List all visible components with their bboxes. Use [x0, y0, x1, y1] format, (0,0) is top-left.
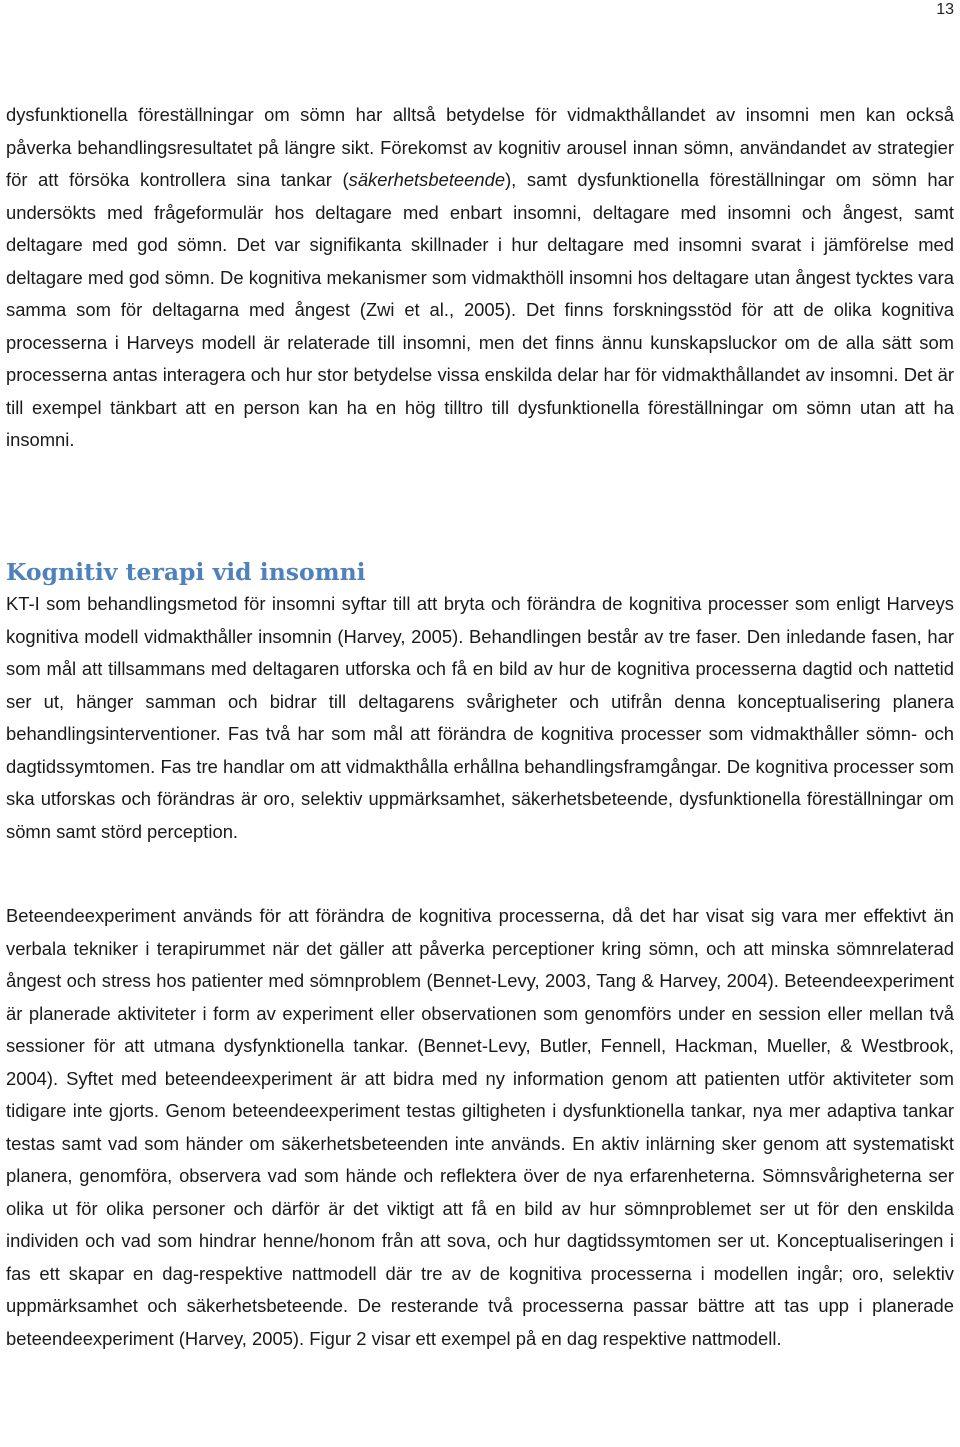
paragraph-intro-part1: dysfunktionella föreställningar om sömn har alltså betydelse för vidmakthållandet av insomni men kan också påverka behandlingsresultatet på längre sikt. Förekomst av kognitiv arousel innan sömn, användandet av strategier för att försöka kontrollera sina tankar ( — [6, 104, 954, 190]
paragraph-intro-emphasis: säkerhetsbeteende — [348, 169, 506, 190]
paragraph-experiments: Beteendeexperiment används för att förändra de kognitiva processerna, då det har visat sig vara mer effektivt än verbala tekniker i terapirummet när det gäller att påverka perceptioner kring sömn, och att minska sömnrelaterad ångest och stress hos patienter med sömnproblem (Bennet-Levy, 2003, Tang & Harvey, 2004). Beteendeexperiment är planerade aktiviteter i form av experiment eller observationen som genomförs under en session eller mellan två sessioner för att utmana dysfynktionella tankar. (Bennet-Levy, Butler, Fennell, Hackman, Mueller, & Westbrook, 2004). Syftet med beteendeexperiment är att bidra med ny information genom att patienten utför aktiviteter som tidigare inte gjorts. Genom beteendeexperiment testas giltigheten i dysfunktionella tankar, nya mer adaptiva tankar testas samt vad som händer om säkerhetsbeteenden inte används. En aktiv inlärning sker genom att systematiskt planera, genomföra, observera vad som hände och reflektera över de nya erfarenheterna. Sömnsvårigheterna ser olika ut för olika personer och därför är det viktigt att få en bild av hur sömnproblemet ser ut för den enskilda individen och vad som hindrar henne/honom från att sova, och hur dagtidssymtomen ser ut. Konceptualiseringen i fas ett skapar en dag-respektive nattmodell där tre av de kognitiva processerna i modellen ingår; oro, selektiv uppmärksamhet och säkerhetsbeteende. De resterande två processerna passar bättre att tas upp i planerade beteendeexperiment (Harvey, 2005). Figur 2 visar ett exempel på en dag respektive nattmodell. — [6, 905, 954, 1349]
paragraph-intro — [6, 99, 954, 457]
page-number: 13 — [936, 1, 954, 18]
section-heading: Kognitiv terapi vid insomni — [6, 558, 366, 586]
paragraph-therapy: KT-I som behandlingsmetod för insomni syftar till att bryta och förändra de kognitiva processer som enligt Harveys kognitiva modell vidmakthåller insomnin (Harvey, 2005). Behandlingen består av tre faser. Den inledande fasen, har som mål att tillsammans med deltagaren utforska och få en bild av hur de kognitiva processerna dagtid och nattetid ser ut, hänger samman och bidrar till deltagarens svårigheter och utifrån denna konceptualisering planera behandlingsinterventioner. Fas två har som mål att förändra de kognitiva processer som vidmakthåller sömn- och dagtidssymtomen. Fas tre handlar om att vidmakthålla erhållna behandlingsframgångar. De kognitiva processer som ska utforskas och förändras är oro, selektiv uppmärksamhet, säkerhetsbeteende, dysfunktionella föreställningar om sömn samt störd perception. — [6, 593, 954, 842]
paragraph-intro-part2: ), samt dysfunktionella föreställningar om sömn har undersökts med frågeformulär hos deltagare med enbart insomni, deltagare med insomni och ångest, samt deltagare med god sömn. Det var signifikanta skillnader i hur deltagare med insomni svarat i jämförelse med deltagare med god sömn. De kognitiva mekanismer som vidmakthöll insomni hos deltagare utan ångest tycktes vara samma som för deltagarna med ångest (Zwi et al., 2005). Det finns forskningsstöd för att de olika kognitiva processerna i Harveys modell är relaterade till insomni, men det finns ännu kunskapsluckor om de alla sätt som processerna antas interagera och hur stor betydelse vissa enskilda delar har för vidmakthållandet av insomni. Det är till exempel tänkbart att en person kan ha en hög tilltro till dysfunktionella föreställningar om sömn utan att ha insomni. — [6, 169, 954, 450]
